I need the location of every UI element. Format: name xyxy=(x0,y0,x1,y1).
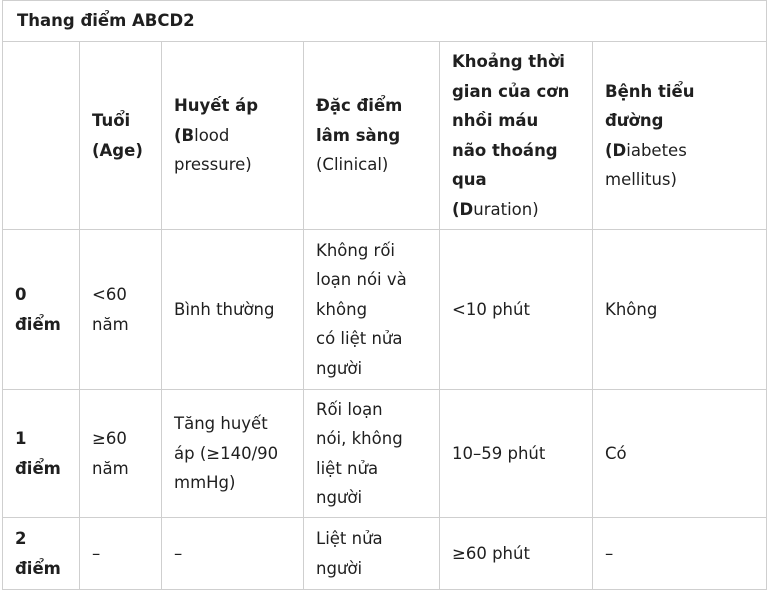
abcd2-score-table xyxy=(2,0,767,590)
bp-cell: – xyxy=(162,518,304,590)
header-empty-cell xyxy=(3,42,80,230)
header-clinical-sub: (Clinical) xyxy=(316,155,389,175)
header-age xyxy=(80,42,162,230)
clinical-cell: Rối loạn nói, không liệt nửa người xyxy=(304,390,440,518)
bp-cell: Bình thường xyxy=(162,230,304,390)
header-age-label: Tuổi (Age) xyxy=(92,111,143,160)
age-cell: – xyxy=(80,518,162,590)
bp-cell: Tăng huyết áp (≥140/90 mmHg) xyxy=(162,390,304,518)
duration-cell: ≥60 phút xyxy=(440,518,593,590)
table-title: Thang điểm ABCD2 xyxy=(3,1,767,42)
score-cell: 0 điểm xyxy=(3,230,80,390)
header-diabetes-label: Bệnh tiểu đường xyxy=(605,81,695,130)
clinical-cell: Liệt nửa người xyxy=(304,518,440,590)
header-duration-label: Khoảng thời gian của cơn nhồi máu não thoáng qua xyxy=(452,52,570,189)
duration-cell: 10–59 phút xyxy=(440,390,593,518)
table-row xyxy=(3,518,767,590)
diabetes-cell: – xyxy=(593,518,767,590)
diabetes-cell: Có xyxy=(593,390,767,518)
table-row xyxy=(3,230,767,390)
duration-cell: <10 phút xyxy=(440,230,593,390)
header-diabetes-sub: (Diabetes mellitus) xyxy=(605,140,687,189)
table-row xyxy=(3,390,767,518)
header-clinical-label: Đặc điểm lâm sàng xyxy=(316,96,403,145)
header-bp-label: Huyết áp xyxy=(174,96,259,116)
table-title-row xyxy=(3,1,767,42)
header-bp-sub: (Blood pressure) xyxy=(174,125,252,175)
age-cell: <60 năm xyxy=(80,230,162,390)
table-header-row xyxy=(3,42,767,230)
header-duration-sub: (Duration) xyxy=(452,199,539,219)
header-blood-pressure xyxy=(162,42,304,230)
score-cell: 2 điểm xyxy=(3,518,80,590)
diabetes-cell: Không xyxy=(593,230,767,390)
clinical-cell: Không rối loạn nói và không có liệt nửa người xyxy=(304,230,440,390)
header-duration xyxy=(440,42,593,230)
age-cell: ≥60 năm xyxy=(80,390,162,518)
header-clinical xyxy=(304,42,440,230)
header-diabetes xyxy=(593,42,767,230)
score-cell: 1 điểm xyxy=(3,390,80,518)
